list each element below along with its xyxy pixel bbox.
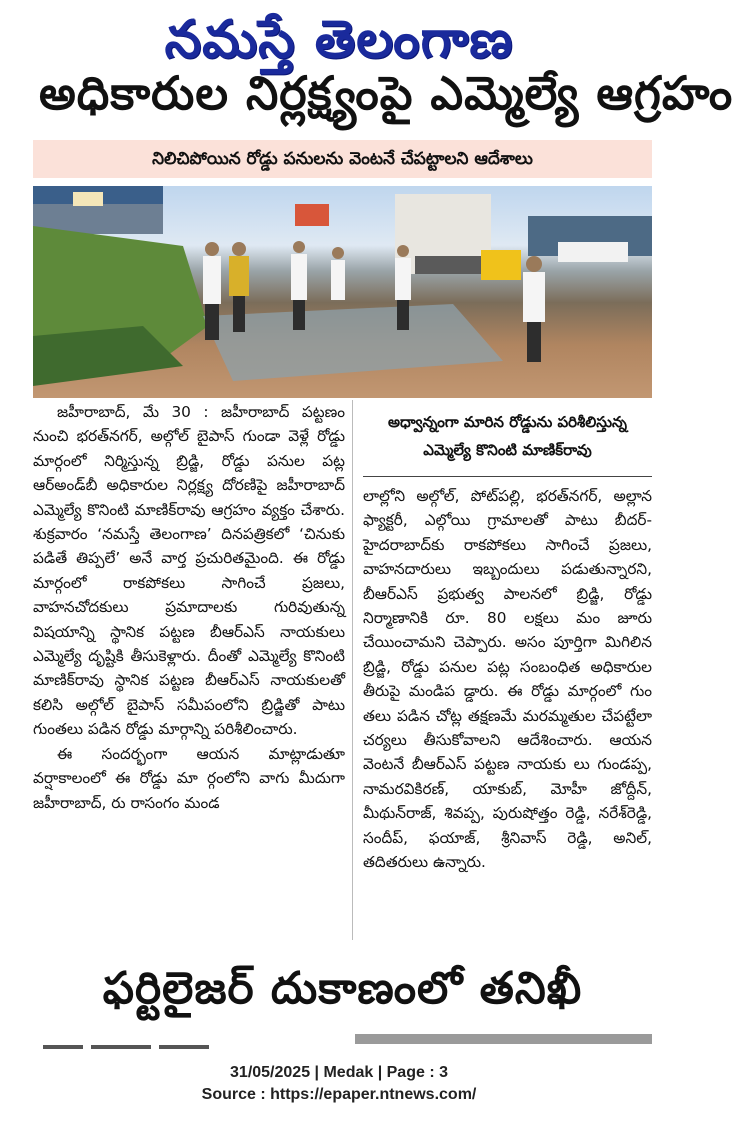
teaser-text-fragment [43,1034,243,1044]
article-clipping [33,66,733,1044]
article-paragraph: ఈ సందర్భంగా ఆయన మాట్లాడుతూ వర్షాకాలంలో ఈ రోడ్డు మా ర్గంలోని వాగు మీదుగా జహీరాబాద్‌, రు రాసంగం మండ [33,744,345,812]
next-article-headline: ఫర్టిలైజర్‌ దుకాణంలో తనిఖీ [102,963,583,1014]
next-article-teaser [33,1034,652,1044]
column-divider [352,400,353,940]
cut-headline [33,66,733,128]
article-body-right-column [363,484,652,944]
caption-rule [363,476,652,477]
page-footer [0,1062,678,1112]
article-photo [33,186,652,398]
cut-headline-text: అధికారుల నిర్లక్ష్యంపై ఎమ్మెల్యే ఆగ్రహం [39,66,733,120]
newspaper-logo: నమస్తే తెలంగాణ [164,9,514,70]
edition-info: 31/05/2025 | Medak | Page : 3 [230,1064,448,1081]
teaser-photo [355,1034,652,1044]
road-inspection-photo [33,186,652,398]
subheadline: నిలిచిపోయిన రోడ్డు పనులను వెంటనే చేపట్టాలని ఆదేశాలు [33,140,652,178]
article-paragraph: జహీరాబాద్‌, మే 30 : జహీరాబాద్‌ పట్టణం నుంచి భరత్‌నగర్‌, అల్గోల్‌ బైపాస్‌ గుండా వెళ్లే రోడ్డు మార్గంలో నిర్మిస్తున్న బ్రిడ్జి, రోడ్డు పనుల పట్ల ఆర్‌అండ్‌బీ అధికారుల నిర్లక్ష్య దోరణిపై జహీరాబాద్‌ ఎమ్మెల్యే కొనింటి మాణిక్‌రావు ఆగ్రహం వ్యక్తం చేశారు. శుక్రవారం ‘నమస్తే తెలంగాణ’ దినపత్రికలో ‘చినుకు పడితే తిప్పలే’ అనే వార్త ప్రచురితమైంది. ఈ రోడ్డు మార్గంలో రాకపోకలు సాగించే ప్రజలు, వాహనచోదకులు ప్రమాదాలకు గురివుతున్న విషయాన్ని స్థానిక పట్టణ బీఆర్‌ఎస్‌ నాయకులు ఎమ్మెల్యే దృష్టికి తీసుకెళ్లారు. దీంతో ఎమ్మెల్యే కొనింటి మాణిక్‌రావు స్థానిక పట్టణ బీఆర్‌ఎస్‌ నాయకులతో కలిసి అల్గోల్‌ బైపాస్‌ సమీపంలోని బ్రిడ్జితో పాటు గుంతలు పడిన రోడ్డు మార్గాన్ని పరిశీలించారు. [33,403,345,739]
source-link[interactable]: Source : https://epaper.ntnews.com/ [201,1086,477,1103]
photo-caption: అధ్వాన్నంగా మారిన రోడ్డును పరిశీలిస్తున్న ఎమ్మెల్యే కొనింటి మాణిక్‌రావు [387,413,628,459]
article-body-left-column [33,400,345,944]
article-paragraph: లాల్లోని అల్గోల్‌, పోట్‌పల్లి, భరత్‌నగర్‌, అల్లాన ఫ్యాక్టరీ, ఎల్గోయి గ్రామాలతో పాటు బీదర్‌-హైదరాబాద్‌కు రాకపోకలు సాగించే ప్రజలు, వాహనదారులు ఇబ్బందులు పడుతున్నారని, బీఆర్‌ఎస్‌ ప్రభుత్వ పాలనలో బ్రిడ్జి, రోడ్డు నిర్మాణానికి రూ. 80 లక్షలు మం జూరు చేయించామని చెప్పారు. అసం పూర్తిగా మిగిలిన బ్రిడ్జి, రోడ్డు పనుల పట్ల సంబంధిత అధికారుల తీరుపై మండిప డ్డారు. ఈ రోడ్డు మార్గంలో గుం తలు పడిన చోట్ల తక్షణమే మరమ్మతుల చేపట్టేలా చర్యలు తీసుకోవాలని ఆదేశించారు. ఆయన వెంటనే బీఆర్‌ఎస్‌ పట్టణ నాయకు లు గుండప్ప, నామరవికిరణ్‌, యాకుబ్‌, మోహీ జోద్దీన్‌, మీథున్‌రాజ్‌, శివప్ప, పురుషోత్తం రెడ్డి, నరేశ్‌రెడ్డి, సందీప్‌, ఫయాజ్‌, శ్రీనివాస్‌ రెడ్డి, అనిల్‌, తదితరులు ఉన్నారు. [363,487,652,872]
